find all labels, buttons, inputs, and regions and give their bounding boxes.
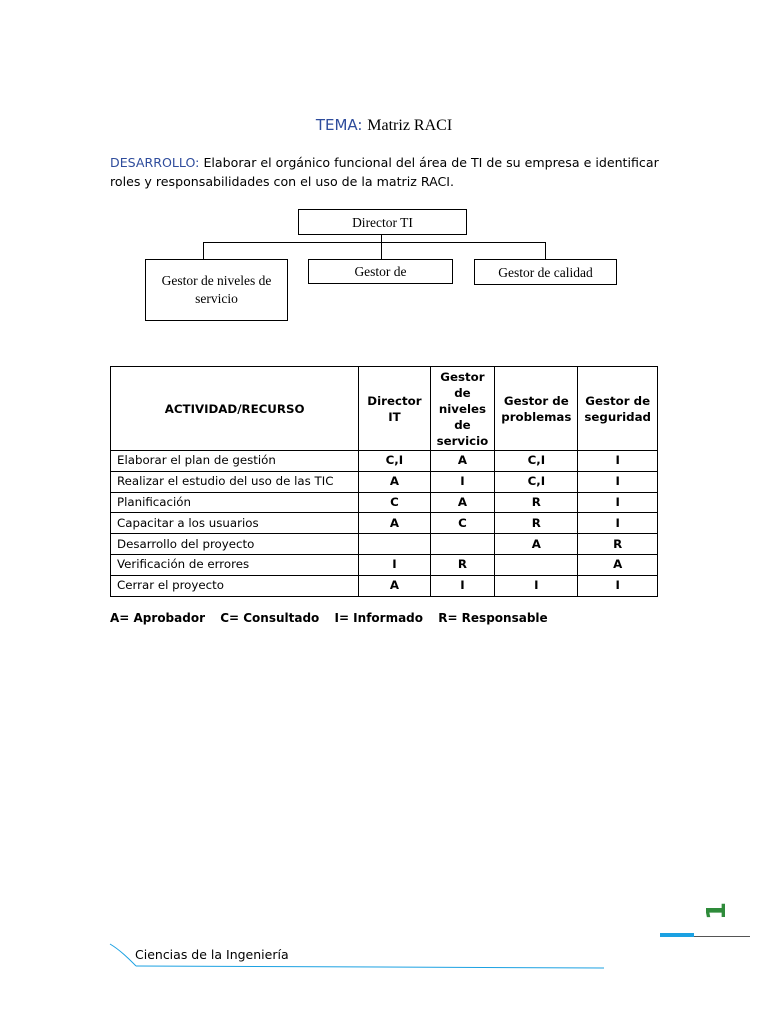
raci-cell: I [495, 575, 578, 596]
raci-cell: A [359, 513, 430, 534]
raci-cell: C,I [495, 471, 578, 492]
raci-cell: C,I [359, 451, 430, 472]
raci-cell: I [430, 471, 495, 492]
desarrollo-label: DESARROLLO: [110, 155, 200, 170]
page-number: 1 [702, 901, 732, 921]
raci-cell [359, 534, 430, 555]
org-connector [545, 242, 546, 260]
raci-cell: A [578, 554, 658, 575]
table-row [111, 451, 658, 472]
activity-cell: Capacitar a los usuarios [111, 513, 359, 534]
raci-cell: I [578, 575, 658, 596]
activity-cell: Cerrar el proyecto [111, 575, 359, 596]
legend-item: I= Informado [334, 611, 424, 625]
raci-cell: C,I [495, 451, 578, 472]
raci-cell: I [578, 513, 658, 534]
activity-cell: Realizar el estudio del uso de las TIC [111, 471, 359, 492]
raci-cell: I [430, 575, 495, 596]
raci-cell: I [578, 492, 658, 513]
legend-item: C= Consultado [220, 611, 320, 625]
raci-cell: A [359, 471, 430, 492]
activity-cell: Elaborar el plan de gestión [111, 451, 359, 472]
raci-cell: A [495, 534, 578, 555]
table-row [111, 471, 658, 492]
tema-label: TEMA: [315, 116, 363, 134]
table-row [111, 513, 658, 534]
desarrollo-paragraph [110, 153, 666, 191]
raci-cell: R [495, 513, 578, 534]
org-connector [381, 242, 382, 260]
legend-item: R= Responsable [438, 611, 548, 625]
footer-swoosh-curve [110, 944, 136, 966]
desarrollo-text: Elaborar el orgánico funcional del área de TI de su empresa e identificar roles y responsabilidades con el uso de la matriz RACI. [110, 155, 659, 189]
raci-cell: A [430, 451, 495, 472]
org-box-director: Director TI [298, 209, 467, 235]
column-header: ACTIVIDAD/RECURSO [111, 367, 359, 451]
raci-cell: R [578, 534, 658, 555]
column-header: Gestor de seguridad [578, 367, 658, 451]
org-box-child: Gestor de calidad [474, 259, 617, 285]
column-header: Director IT [359, 367, 430, 451]
tema-value: Matriz RACI [367, 117, 453, 134]
raci-cell: I [359, 554, 430, 575]
activity-cell: Planificación [111, 492, 359, 513]
org-box-child: Gestor de niveles de servicio [145, 259, 288, 321]
raci-cell [495, 554, 578, 575]
legend [110, 611, 559, 625]
footer-swoosh-line [136, 966, 604, 968]
activity-cell: Verificación de errores [111, 554, 359, 575]
table-row [111, 492, 658, 513]
org-connector [203, 242, 204, 259]
page-title [0, 116, 768, 135]
raci-table [110, 366, 658, 597]
org-box-child: Gestor de [308, 259, 453, 284]
raci-cell: C [359, 492, 430, 513]
raci-cell: C [430, 513, 495, 534]
table-row [111, 575, 658, 596]
raci-cell: A [430, 492, 495, 513]
legend-item: A= Aprobador [110, 611, 205, 625]
column-header: Gestor de problemas [495, 367, 578, 451]
table-row [111, 534, 658, 555]
activity-cell: Desarrollo del proyecto [111, 534, 359, 555]
raci-cell: R [495, 492, 578, 513]
raci-cell [430, 534, 495, 555]
raci-cell: I [578, 451, 658, 472]
table-header-row [111, 367, 658, 451]
raci-cell: I [578, 471, 658, 492]
raci-cell: A [359, 575, 430, 596]
raci-cell: R [430, 554, 495, 575]
column-header: Gestor de niveles de servicio [430, 367, 495, 451]
org-connector [203, 242, 546, 243]
page-number-accent [660, 933, 694, 937]
footer-text: Ciencias de la Ingeniería [135, 947, 289, 962]
table-row [111, 554, 658, 575]
